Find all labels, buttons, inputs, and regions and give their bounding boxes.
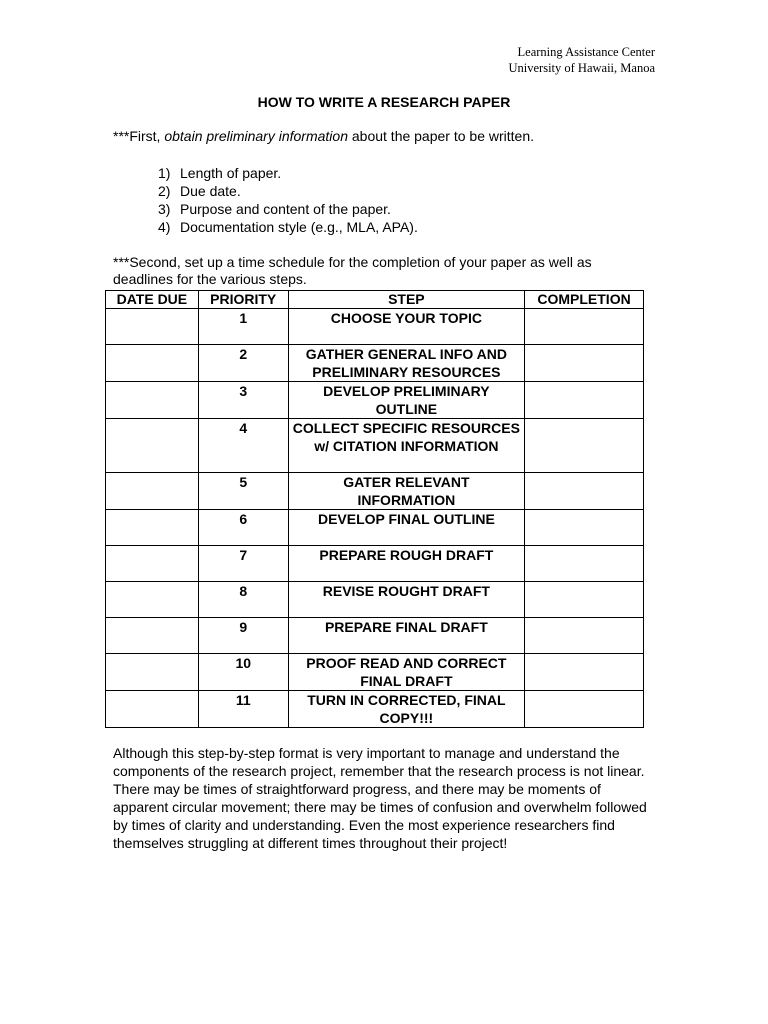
first-suffix: about the paper to be written. (347, 128, 534, 144)
list-item-text: Purpose and content of the paper. (180, 201, 391, 217)
priority-cell: 9 (198, 618, 288, 654)
completion-cell (525, 546, 644, 582)
list-item (158, 200, 418, 218)
step-cell: PREPARE FINAL DRAFT (288, 618, 524, 654)
list-item (158, 182, 418, 200)
header-step: STEP (288, 291, 524, 309)
step-cell: REVISE ROUGHT DRAFT (288, 582, 524, 618)
completion-cell (525, 382, 644, 419)
date-due-cell (106, 419, 199, 473)
table-row (106, 691, 644, 728)
date-due-cell (106, 309, 199, 345)
priority-cell: 3 (198, 382, 288, 419)
list-item-number: 1) (158, 165, 171, 181)
list-item (158, 164, 418, 182)
table-row (106, 618, 644, 654)
step-cell: PREPARE ROUGH DRAFT (288, 546, 524, 582)
step-cell: DEVELOP PRELIMINARY OUTLINE (288, 382, 524, 419)
header-line-university: University of Hawaii, Manoa (508, 61, 655, 75)
date-due-cell (106, 654, 199, 691)
list-item-number: 2) (158, 183, 171, 199)
priority-cell: 11 (198, 691, 288, 728)
table-row (106, 309, 644, 345)
step-cell: COLLECT SPECIFIC RESOURCES w/ CITATION INFORMATION (288, 419, 524, 473)
date-due-cell (106, 510, 199, 546)
priority-cell: 7 (198, 546, 288, 582)
step-cell: DEVELOP FINAL OUTLINE (288, 510, 524, 546)
date-due-cell (106, 582, 199, 618)
priority-cell: 1 (198, 309, 288, 345)
first-instruction (113, 128, 534, 144)
step-cell: PROOF READ AND CORRECT FINAL DRAFT (288, 654, 524, 691)
completion-cell (525, 473, 644, 510)
first-emphasis: obtain preliminary information (164, 128, 348, 144)
header-line-center: Learning Assistance Center (517, 45, 655, 59)
table-row (106, 345, 644, 382)
step-cell: GATHER GENERAL INFO AND PRELIMINARY RESOURCES (288, 345, 524, 382)
table-row (106, 382, 644, 419)
header-priority: PRIORITY (198, 291, 288, 309)
list-item-number: 4) (158, 219, 171, 235)
priority-cell: 4 (198, 419, 288, 473)
date-due-cell (106, 691, 199, 728)
list-item-text: Documentation style (e.g., MLA, APA). (180, 219, 418, 235)
priority-cell: 8 (198, 582, 288, 618)
organization-header (509, 44, 656, 76)
table-row (106, 654, 644, 691)
completion-cell (525, 582, 644, 618)
date-due-cell (106, 546, 199, 582)
priority-cell: 10 (198, 654, 288, 691)
completion-cell (525, 419, 644, 473)
completion-cell (525, 510, 644, 546)
list-item-number: 3) (158, 201, 171, 217)
step-cell: TURN IN CORRECTED, FINAL COPY!!! (288, 691, 524, 728)
list-item-text: Length of paper. (180, 165, 282, 181)
completion-cell (525, 618, 644, 654)
table-row (106, 546, 644, 582)
second-instruction: ***Second, set up a time schedule for the completion of your paper as well as deadlines for the various steps. (113, 254, 592, 287)
page-title: HOW TO WRITE A RESEARCH PAPER (257, 94, 511, 110)
priority-cell: 2 (198, 345, 288, 382)
closing-paragraph: Although this step-by-step format is very important to manage and understand the components of the research project, remember that the research process is not linear. There may be times of straightforward progress, and there may be moments of apparent circular movement; there may be times of confusion and overwhelm followed by times of clarity and understanding. Even the most experience researchers find themselves struggling at different times throughout their project! (113, 745, 647, 851)
step-cell: CHOOSE YOUR TOPIC (288, 309, 524, 345)
table-row (106, 473, 644, 510)
header-date-due: DATE DUE (106, 291, 199, 309)
completion-cell (525, 654, 644, 691)
date-due-cell (106, 382, 199, 419)
table-row (106, 419, 644, 473)
date-due-cell (106, 473, 199, 510)
list-item-text: Due date. (180, 183, 241, 199)
schedule-table (105, 290, 644, 728)
priority-cell: 5 (198, 473, 288, 510)
date-due-cell (106, 345, 199, 382)
step-cell: GATER RELEVANT INFORMATION (288, 473, 524, 510)
priority-cell: 6 (198, 510, 288, 546)
first-prefix: ***First, (113, 128, 165, 144)
list-item (158, 218, 418, 236)
completion-cell (525, 309, 644, 345)
table-row (106, 510, 644, 546)
header-completion: COMPLETION (525, 291, 644, 309)
completion-cell (525, 345, 644, 382)
preliminary-info-list (158, 164, 418, 236)
completion-cell (525, 691, 644, 728)
date-due-cell (106, 618, 199, 654)
table-row (106, 582, 644, 618)
table-header-row (106, 291, 644, 309)
